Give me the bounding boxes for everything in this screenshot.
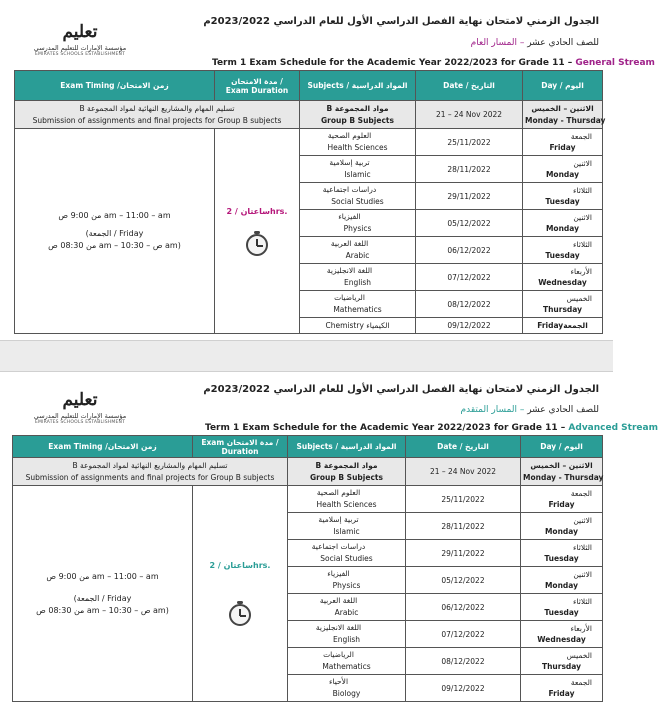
- clock-icon: [229, 604, 251, 626]
- date-cell: 05/12/2022: [406, 567, 521, 594]
- stream-label-english: Advanced Stream: [568, 423, 658, 433]
- page-separator: [0, 340, 613, 372]
- subject-cell: العلوم الصحية Health Sciences: [300, 129, 416, 156]
- subject-cell: الرياضيات Mathematics: [300, 291, 416, 318]
- date-cell: 07/12/2022: [406, 621, 521, 648]
- title-english-prefix: Term 1 Exam Schedule for the Academic Year 2022/2023 for Grade 11 –: [205, 423, 569, 433]
- subject-cell: الرياضيات Mathematics: [288, 648, 406, 675]
- exam-duration-cell: [193, 486, 288, 702]
- ese-logo: [30, 390, 130, 426]
- day-cell: الجمعة Friday: [521, 675, 603, 702]
- subject-cell: دراسات اجتماعية Social Studies: [300, 183, 416, 210]
- group-b-day: الاثنين – الخميس Monday - Thursday: [521, 458, 603, 486]
- date-cell: 28/11/2022: [406, 513, 521, 540]
- logo-arabic-name: مؤسسة الإمارات للتعليم المدرسي: [33, 44, 127, 52]
- subject-cell: الأحياء Biology: [288, 675, 406, 702]
- day-cell: الثلاثاء Tuesday: [523, 183, 603, 210]
- header-exam-timing: Exam Timing /زمن الامتحان: [13, 436, 193, 458]
- group-b-subjects: مواد المجموعة B Group B Subjects: [288, 458, 406, 486]
- subject-cell: تربية إسلامية Islamic: [288, 513, 406, 540]
- ese-logo: [30, 22, 130, 58]
- logo-mark: تعليم: [62, 390, 98, 410]
- logo-english-name: EMIRATES SCHOOLS ESTABLISHMENT: [34, 420, 126, 425]
- day-cell: الاثنين Monday: [523, 210, 603, 237]
- day-cell: الأربعاء Wednesday: [521, 621, 603, 648]
- subject-cell: اللغة العربية Arabic: [300, 237, 416, 264]
- title-english-prefix: Term 1 Exam Schedule for the Academic Year 2022/2023 for Grade 11 –: [212, 58, 576, 68]
- table-header-row: [13, 436, 603, 458]
- subject-cell: اللغة الانجليزية English: [288, 621, 406, 648]
- day-cell: الثلاثاء Tuesday: [521, 594, 603, 621]
- table-row: [13, 486, 603, 513]
- logo-arabic-name: مؤسسة الإمارات للتعليم المدرسي: [33, 412, 127, 420]
- title-english: [212, 58, 655, 68]
- group-b-date: 21 – 24 Nov 2022: [406, 458, 521, 486]
- header-day: Day / اليوم: [523, 71, 603, 101]
- date-cell: 28/11/2022: [416, 156, 523, 183]
- day-cell: الخميس Thursday: [523, 291, 603, 318]
- subject-cell: دراسات اجتماعية Social Studies: [288, 540, 406, 567]
- schedule-sheet-general: [0, 0, 655, 340]
- day-cell: الجمعة Friday: [523, 129, 603, 156]
- subject-cell: تربية إسلامية Islamic: [300, 156, 416, 183]
- date-cell: 29/11/2022: [406, 540, 521, 567]
- header-exam-duration: Exam مدة الامتحان / Duration: [193, 436, 288, 458]
- day-cell: الاثنين Monday: [523, 156, 603, 183]
- subject-cell: اللغة الانجليزية English: [300, 264, 416, 291]
- day-cell: الخميس Thursday: [521, 648, 603, 675]
- day-cell: Fridayالجمعة: [523, 318, 603, 334]
- day-cell: الأربعاء Wednesday: [523, 264, 603, 291]
- exam-timing-cell: من 9:00 ص am – 11:00 – am (الجمعة / Friday من 08:30 ص am – 10:30 – ص am): [13, 486, 193, 702]
- header-date: Date / التاريخ: [406, 436, 521, 458]
- group-b-row: [15, 101, 603, 129]
- header-day: Day / اليوم: [521, 436, 603, 458]
- header-subjects: Subjects / المواد الدراسية: [288, 436, 406, 458]
- duration-text: ساعتان / 2hrs.: [209, 561, 271, 570]
- group-b-row: [13, 458, 603, 486]
- date-cell: 06/12/2022: [406, 594, 521, 621]
- date-cell: 05/12/2022: [416, 210, 523, 237]
- exam-timing-cell: من 9:00 ص am – 11:00 – am (الجمعة / Friday من 08:30 ص am – 10:30 – ص am): [15, 129, 215, 334]
- subject-cell: اللغة العربية Arabic: [288, 594, 406, 621]
- date-cell: 29/11/2022: [416, 183, 523, 210]
- date-cell: 08/12/2022: [406, 648, 521, 675]
- title-arabic: الجدول الزمني لامتحان نهاية الفصل الدراسي الأول للعام الدراسي 2023/2022م: [203, 16, 599, 27]
- day-cell: الاثنين Monday: [521, 567, 603, 594]
- date-cell: 09/12/2022: [416, 318, 523, 334]
- grade-arabic: [471, 38, 599, 48]
- grade-arabic: [461, 405, 599, 415]
- title-arabic: الجدول الزمني لامتحان نهاية الفصل الدراسي الأول للعام الدراسي 2023/2022م: [203, 384, 599, 395]
- schedule-sheet-advanced: [0, 372, 658, 711]
- stream-label-arabic: – المسار المتقدم: [460, 405, 525, 415]
- logo-english-name: EMIRATES SCHOOLS ESTABLISHMENT: [34, 52, 126, 57]
- group-b-subjects: مواد المجموعة B Group B Subjects: [300, 101, 416, 129]
- duration-text: ساعتان / 2hrs.: [226, 206, 288, 216]
- group-b-date: 21 – 24 Nov 2022: [416, 101, 523, 129]
- date-cell: 25/11/2022: [416, 129, 523, 156]
- group-b-submission: تسليم المهام والمشاريع النهائية لمواد المجموعة B Submission of assignments and final projects for Group B subjects: [13, 458, 288, 486]
- table-header-row: [15, 71, 603, 101]
- day-cell: الاثنين Monday: [521, 513, 603, 540]
- day-cell: الثلاثاء Tuesday: [521, 540, 603, 567]
- date-cell: 07/12/2022: [416, 264, 523, 291]
- day-cell: الجمعة Friday: [521, 486, 603, 513]
- subject-cell: العلوم الصحية Health Sciences: [288, 486, 406, 513]
- grade-label: للصف الحادي عشر: [527, 38, 599, 48]
- subject-cell: Chemistry الكيمياء: [300, 318, 416, 334]
- title-english: [205, 423, 658, 433]
- logo-mark: تعليم: [62, 22, 98, 42]
- header-exam-timing: Exam Timing /زمن الامتحان: [15, 71, 215, 101]
- date-cell: 25/11/2022: [406, 486, 521, 513]
- day-cell: الثلاثاء Tuesday: [523, 237, 603, 264]
- table-row: [15, 129, 603, 156]
- header-exam-duration: مدة الامتحان / Exam Duration: [215, 71, 300, 101]
- stream-label-english: General Stream: [575, 58, 655, 68]
- date-cell: 08/12/2022: [416, 291, 523, 318]
- group-b-submission: تسليم المهام والمشاريع النهائية لمواد المجموعة B Submission of assignments and final projects for Group B subjects: [15, 101, 300, 129]
- header-date: Date / التاريخ: [416, 71, 523, 101]
- header-subjects: Subjects / المواد الدراسية: [300, 71, 416, 101]
- exam-schedule-table: [14, 70, 606, 334]
- exam-duration-cell: [215, 129, 300, 334]
- exam-schedule-table: [12, 435, 603, 702]
- subject-cell: الفيزياء Physics: [288, 567, 406, 594]
- clock-icon: [246, 234, 268, 256]
- stream-label-arabic: – المسار العام: [470, 38, 525, 48]
- date-cell: 06/12/2022: [416, 237, 523, 264]
- grade-label: للصف الحادي عشر: [527, 405, 599, 415]
- date-cell: 09/12/2022: [406, 675, 521, 702]
- group-b-day: الاثنين – الخميس Monday - Thursday: [523, 101, 603, 129]
- subject-cell: الفيزياء Physics: [300, 210, 416, 237]
